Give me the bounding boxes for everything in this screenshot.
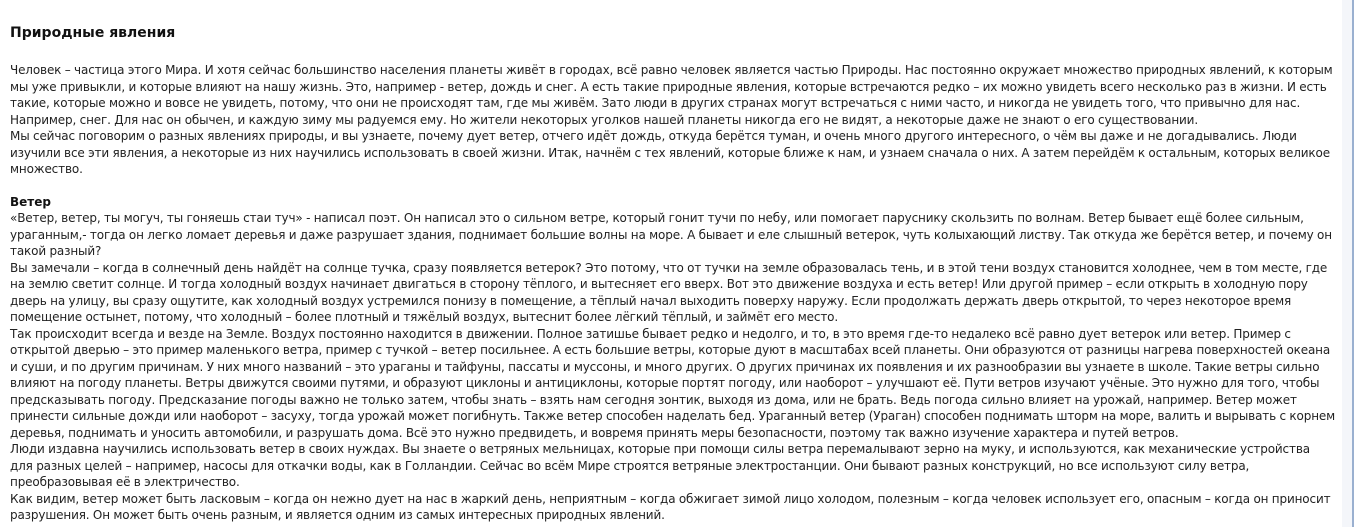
body-paragraph: Так происходит всегда и везде на Земле. Воздух постоянно находится в движении. Полное затишье бывает редко и недолго, и то, в это время где-то недалеко всё равно дует ветерок или ветер. Пример с открытой дверью – это пример маленького ветра, пример с тучкой – ветер посильнее. А есть большие ветры, которые дуют в масштабах всей планеты. Они образуются от разницы нагрева поверхностей океана и суши, и по другим причинам. У них много названий – это ураганы и тайфуны, пассаты и муссоны, и много других. О других причинах их появления и их разнообразии вы узнаете в школе. Такие ветры сильно влияют на погоду планеты. Ветры движутся своими путями, и образуют циклоны и антициклоны, которые портят погоду, или наоборот – улучшают её. Пути ветров изучают учёные. Это нужно для того, чтобы предсказывать погоду. Предсказание погоды важно не только затем, чтобы знать – взять нам сегодня зонтик, выходя из дома, или не брать. Ведь погода сильно влияет на урожай, например. Ветер может принести сильные дожди или наоборот – засуху, тогда урожай может погибнуть. Также ветер способен наделать бед. Ураганный ветер (Ураган) способен поднимать шторм на море, валить и вырывать с корнем деревья, поднимать и уносить автомобили, и разрушать дома. Всё это нужно предвидеть, и вовремя принять меры безопасности, поэтому так важно изучение характера и путей ветров. (10, 326, 1336, 440)
scrollbar-track[interactable] (1342, 0, 1352, 527)
intro-paragraph: Человек – частица этого Мира. И хотя сейчас большинство населения планеты живёт в городах, всё равно человек является частью Природы. Нас постоянно окружает множество природных явлений, к которым мы уже привыкли, и которые влияют на нашу жизнь. Это, например - ветер, дождь и снег. А есть такие природные явления, которые встречаются редко – их можно увидеть всего несколько раз в жизни. И есть такие, которые можно и вовсе не увидеть, потому, что они не происходят там, где мы живём. Зато люди в других странах могут встречаться с ними часто, и никогда не увидеть того, что привычно для нас. Например, снег. Для нас он обычен, и каждую зиму мы радуемся ему. Но жители некоторых уголков нашей планеты никогда его не видят, а некоторые даже не знают о его существовании. (10, 63, 1333, 127)
section-heading: Ветер (10, 194, 51, 209)
body-paragraph: Вы замечали – когда в солнечный день найдёт на солнце тучка, сразу появляется ветерок? Это потому, что от тучки на земле образовалась тень, и в этой тени воздух становится холоднее, чем в том месте, где на землю светит солнце. И тогда холодный воздух начинает двигаться в сторону тёплого, и вытесняет его вверх. Вот это движение воздуха и есть ветер! Или другой пример – если открыть в холодную пору дверь на улицу, вы сразу ощутите, как холодный воздух устремился понизу в помещение, а тёплый начал выходить поверху наружу. Если продолжать держать дверь открытой, то через некоторое время помещение остынет, потому, что холодный – более плотный и тяжёлый воздух, вытеснит более лёгкий тёплый, и займёт его место. (10, 260, 1328, 324)
document-body (10, 24, 1336, 524)
body-paragraph: Как видим, ветер может быть ласковым – когда он нежно дует на нас в жаркий день, неприятным – когда обжигает зимой лицо холодом, полезным – когда человек использует его, опасным – когда он приносит разрушения. Он может быть очень разным, и является одним из самых интересных природных явлений. (10, 491, 1331, 522)
intro-paragraph: Мы сейчас поговорим о разных явлениях природы, и вы узнаете, почему дует ветер, отчего идёт дождь, откуда берётся туман, и очень много другого интересного, о чём вы даже и не догадывались. Люди изучили все эти явления, а некоторые из них научились использовать в своей жизни. Итак, начнём с тех явлений, которые ближе к нам, и узнаем сначала о них. А затем перейдём к остальным, которых великое множество. (10, 129, 1330, 176)
body-paragraph: «Ветер, ветер, ты могуч, ты гоняешь стаи туч» - написал поэт. Он написал это о сильном ветре, который гонит тучи по небу, или помогает паруснику скользить по волнам. Ветер бывает ещё более сильным, ураганным,- тогда он легко ломает деревья и даже разрушает здания, поднимает большие волны на море. А бывает и еле слышный ветерок, чуть колыхающий листву. Так откуда же берётся ветер, и почему он такой разный? (10, 211, 1332, 258)
window-border (1352, 0, 1354, 527)
body-paragraph: Люди издавна научились использовать ветер в своих нуждах. Вы знаете о ветряных мельницах, которые при помощи силы ветра перемалывают зерно на муку, и используются, как механические устройства для разных целей – например, насосы для откачки воды, как в Голландии. Сейчас во всём Мире строятся ветряные электростанции. Они бывают разных конструкций, но все используют силу ветра, преобразовывая её в электричество. (10, 442, 1310, 489)
page-title: Природные явления (10, 25, 176, 41)
